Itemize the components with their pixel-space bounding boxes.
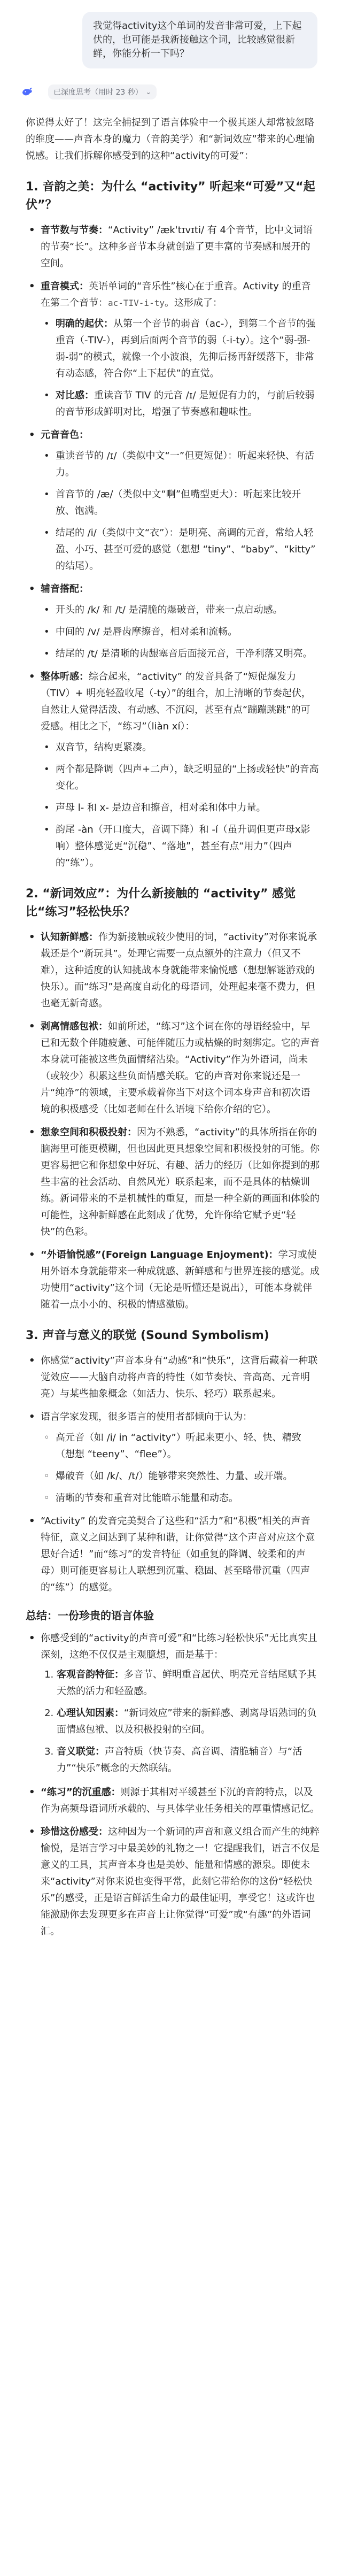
assistant-message bbox=[0, 99, 342, 1940]
user-message-bubble: 我觉得activity这个单词的发音非常可爱，上下起伏的，也可能是我新接触这个词，比较感觉很新鲜，你能分析一下吗？ bbox=[82, 12, 317, 68]
list-item bbox=[26, 1124, 320, 1240]
list-item bbox=[26, 581, 320, 662]
list-item bbox=[26, 1352, 320, 1402]
summary-point-text: “新词效应”带来的新鲜感、剥离母语熟词的负面情感包袱、以及积极投射的空间。 bbox=[57, 1708, 317, 1735]
summary-point-label: 客观音韵特征： bbox=[57, 1669, 124, 1680]
item-text: 作为新接触或较少使用的词，“activity”对你来说承载还是个“新玩具”。处理它需要一点点额外的注意力（但又不难），这种适度的认知挑战本身就能带来愉悦感（想想解谜游戏的快乐）。而“练习”是高度自动化的母语词，处理起来毫不费力，但也毫无新奇感。 bbox=[41, 932, 317, 1009]
sub-list-item bbox=[41, 799, 320, 816]
item-text-tail: 。这形成了： bbox=[164, 297, 222, 309]
sub-list-item bbox=[41, 821, 320, 871]
sub-list bbox=[41, 602, 320, 662]
list-item bbox=[26, 929, 320, 1012]
section-3-list bbox=[26, 1352, 320, 1596]
item-text: 英语单词的“音乐性”核心在于重音。Activity 的重音在第二个音节： bbox=[41, 281, 311, 309]
sub-list-item bbox=[41, 486, 320, 519]
user-message-row bbox=[0, 0, 342, 68]
sub-list-item: ◦ 清晰的节奏和重音对比能暗示能量和动态。 bbox=[41, 1490, 320, 1506]
summary-after-list bbox=[26, 1784, 320, 1940]
sub-list-item bbox=[41, 645, 320, 662]
sub-list-item bbox=[41, 387, 320, 420]
item-text: 因为不熟悉，“activity”的具体所指在你的脑海里可能更模糊，但也因此更具想象空间和积极投射的可能。你更容易把它和你想象中好玩、有趣、活力的经历（比如你提到的那些丰富的社会活动、自然风光）联系起来，而不是具体的枯燥训练。新词带来的不是机械性的重复，而是一种全新的画面和体验的可能性，这种新鲜感在此刻成了优势，允许你给它赋予更“轻快”的色彩。 bbox=[41, 1127, 320, 1237]
list-item-text: 语言学家发现，很多语言的使用者都倾向于认为： bbox=[41, 1411, 252, 1422]
list-item bbox=[26, 1824, 320, 1940]
section-1-heading: 1. 音韵之美：为什么 “activity” 听起来“可爱”又“起伏”？ bbox=[26, 180, 315, 212]
sub-item-text: 从第一个音节的弱音（ac-），到第二个音节的强重音（-TIV-），再到后面两个音节的弱（-i-ty）。这个“弱-强-弱-弱”的模式，就像一个小波浪，先抑后扬再舒缓落下，非常有动态感，符合你“上下起伏”的直觉。 bbox=[56, 318, 316, 379]
summary-point bbox=[57, 1666, 320, 1700]
summary-heading: 总结：一份珍贵的语言体验 bbox=[26, 1609, 154, 1622]
sub-list bbox=[41, 316, 320, 420]
sub-item-text: 结尾的 /t/ 是清晰的齿龈塞音后面接元音，干净利落又明亮。 bbox=[56, 648, 313, 659]
sub-list-item bbox=[41, 624, 320, 640]
list-item bbox=[26, 278, 320, 420]
sub-item-text: 双音节，结构更紧凑。 bbox=[56, 742, 152, 753]
item-text: 如前所述，“练习”这个词在你的母语经验中，早已和无数个伴随疲惫、可能伴随压力或枯燥的时刻绑定。它的声音本身就可能被这些负面情绪沾染。“Activity”作为外语词，尚未（或较少）积累这些负面情感关联。它的声音对你来说还是一片“纯净”的领域，主要承载着你当下对这个词本身声音和初次语境的积极感受（比如老师在什么语境下给你介绍的它）。 bbox=[41, 1021, 320, 1115]
sub-item-text: 开头的 /k/ 和 /t/ 是清脆的爆破音，带来一点启动感。 bbox=[56, 604, 283, 616]
assistant-whale-icon bbox=[21, 86, 33, 98]
list-item bbox=[26, 427, 320, 574]
sub-list-item bbox=[41, 602, 320, 618]
sub-item-text: 首音节的 /æ/（类似中文“啊”但嘴型更大）：听起来比较开放、饱满。 bbox=[56, 489, 301, 517]
item-text: “Activity” /ækˈtɪvɪti/ 有 4个音节，比中文词语的节奏“长”。这种多音节本身就创造了更丰富的节奏感和展开的空间。 bbox=[41, 225, 313, 269]
assistant-header bbox=[0, 68, 342, 99]
item-label: 元音音色： bbox=[41, 429, 89, 441]
sub-item-text: 重读音节 TIV 的元音 /ɪ/ 是短促有力的，与前后较弱的音节形成鲜明对比，增强了节奏感和趣味性。 bbox=[56, 390, 315, 418]
sub-item-label: 明确的起伏： bbox=[56, 318, 113, 329]
summary-point-label: 音义联觉： bbox=[57, 1746, 105, 1757]
thought-toggle-button[interactable] bbox=[48, 84, 157, 99]
item-label: 珍惜这份感受： bbox=[41, 1826, 108, 1837]
item-text: 综合起来，“activity” 的发音具备了“短促爆发力（TIV）+ 明亮轻盈收尾（-ty）”的组合，加上清晰的节奏起伏，自然让人觉得活泼、有动感、不沉闷，甚至有点“蹦蹦跳跳”的可爱感。相比之下，“练习”（liàn xí）： bbox=[41, 671, 311, 732]
item-label: 音节数与节奏： bbox=[41, 225, 108, 236]
summary-point bbox=[57, 1705, 320, 1738]
list-item bbox=[26, 1018, 320, 1118]
item-label: “练习”的沉重感： bbox=[41, 1787, 121, 1798]
list-item bbox=[26, 1409, 320, 1506]
item-label: 想象空间和积极投射： bbox=[41, 1127, 137, 1138]
sub-list-item bbox=[41, 761, 320, 794]
sub-list bbox=[41, 1429, 320, 1506]
item-label: 认知新鲜感： bbox=[41, 932, 98, 943]
sub-list bbox=[41, 739, 320, 871]
stress-pattern-code: ac-TIV-i-ty bbox=[108, 298, 165, 308]
item-label: 重音模式： bbox=[41, 281, 89, 292]
sub-item-text: 声母 l- 和 x- 是边音和擦音，相对柔和体中力量。 bbox=[56, 802, 266, 813]
list-item bbox=[26, 668, 320, 871]
sub-list-item bbox=[41, 316, 320, 382]
item-label: “外语愉悦感”(Foreign Language Enjoyment)： bbox=[41, 1249, 278, 1260]
sub-list-item: ◦ 高元音（如 /i/ in “activity”）听起来更小、轻、快、精致（想想 “teeny”、“flee”）。 bbox=[41, 1429, 320, 1463]
sub-list-item: ◦ 爆破音（如 /k/、/t/）能够带来突然性、力量、或开端。 bbox=[41, 1468, 320, 1485]
summary-point-text: 多音节、鲜明重音起伏、明亮元音结尾赋予其天然的活力和轻盈感。 bbox=[57, 1669, 316, 1697]
sub-item-text: 韵尾 -àn（开口度大，音调下降）和 -í（虽升调但更声母x影响）整体感觉更“沉稳”、“落地”，甚至有点“用力”（四声的“练”）。 bbox=[56, 824, 310, 868]
list-item bbox=[26, 1784, 320, 1817]
item-label: 整体听感： bbox=[41, 671, 89, 682]
list-item bbox=[26, 1247, 320, 1313]
section-2-list bbox=[26, 929, 320, 1313]
summary-point bbox=[57, 1743, 320, 1777]
section-3-outro: “Activity” 的发音完美契合了这些和“活力”和“积极”相关的声音特征，意义之间达到了某种和谐，让你觉得“这个声音对应这个意思好合适！”而“练习”的发音特征（如重复的降调、较柔和的声母）则可能更容易让人联想到沉重、稳固、甚至略带沉重（四声的“练”）的感觉。 bbox=[41, 1516, 315, 1593]
item-text: 则源于其相对平缓甚至下沉的音韵特点，以及作为高频母语词所承载的、与具体学业任务相关的厚重情感记忆。 bbox=[41, 1787, 320, 1814]
summary-list bbox=[26, 1630, 320, 1777]
summary-point-label: 心理认知因素： bbox=[57, 1708, 124, 1719]
list-item bbox=[26, 222, 320, 272]
sub-item-label: 对比感： bbox=[56, 390, 94, 401]
chevron-down-icon: ⌄ bbox=[145, 88, 151, 96]
sub-item-text: 重读音节的 /ɪ/（类似中文“一”但更短促）：听起来轻快、有活力。 bbox=[56, 450, 315, 478]
list-item bbox=[26, 1513, 320, 1596]
item-label: 辅音搭配： bbox=[41, 583, 89, 595]
sub-list-item bbox=[41, 448, 320, 481]
item-text: 这种因为一个新词的声音和意义组合而产生的纯粹愉悦，是语言学习中最美妙的礼物之一！它提醒我们，语言不仅是意义的工具，其声音本身也是美妙、能量和情感的源泉。即使未来“activity”对你来说也变得平常，此刻它带给你的这份“轻松快乐”的感受，正是语言鲜活生命力的最佳证明，享受它！这或许也能激励你去发现更多在声音上让你觉得“可爱”或“有趣”的外语词汇。 bbox=[41, 1826, 320, 1937]
sub-list bbox=[41, 448, 320, 574]
sub-list-item bbox=[41, 525, 320, 574]
item-text: 学习或使用外语本身就能带来一种成就感、新鲜感和与世界连接的感觉。成功使用“activity”这个词（无论是听懂还是说出），可能本身就伴随着一点小小的、积极的情感激励。 bbox=[41, 1249, 320, 1310]
section-1-list bbox=[26, 222, 320, 871]
intro-paragraph bbox=[26, 114, 320, 164]
summary-points bbox=[41, 1666, 320, 1777]
sub-item-text: 中间的 /v/ 是唇齿摩擦音，相对柔和流畅。 bbox=[56, 626, 238, 637]
summary-point-text: 声音特质（快节奏、高音调、清脆辅音）与“活力”“快乐”概念的天然联结。 bbox=[57, 1746, 302, 1774]
section-3-heading: 3. 声音与意义的联觉 (Sound Symbolism) bbox=[26, 1329, 269, 1342]
section-2-heading: 2. “新词效应”：为什么新接触的 “activity” 感觉比“练习”轻松快乐？ bbox=[26, 887, 296, 919]
thought-label: 已深度思考（用时 23 秒） bbox=[53, 88, 143, 97]
sub-list-item bbox=[41, 739, 320, 756]
intro-text: 你说得太好了！这完全捕捉到了语言体验中一个极其迷人却常被忽略的维度——声音本身的魔力（音韵美学）和“新词效应”带来的心理愉悦感。让我们拆解你感受到的这种“activity的可爱”： bbox=[26, 117, 315, 162]
sub-item-text: 结尾的 /i/（类似中文“衣”）：是明亮、高调的元音，常给人轻盈、小巧、甚至可爱的感觉（想想 “tiny”、“baby”、“kitty” 的结尾）。 bbox=[56, 527, 316, 572]
item-label: 剥离情感包袱： bbox=[41, 1021, 108, 1032]
section-3-intro: 你感觉“activity”声音本身有“动感”和“快乐”，这背后藏着一种联觉效应——大脑自动将声音的特性（如节奏快、音高高、元音明亮）与某些抽象概念（如活力、快乐、轻巧）联系起来。 bbox=[41, 1355, 318, 1400]
list-item bbox=[26, 1630, 320, 1777]
summary-intro: 你感受到的“activity的声音可爱”和“比练习轻松快乐”无比真实且深刻，这绝不仅仅是主观臆想，而是基于： bbox=[41, 1633, 317, 1660]
sub-item-text: 两个都是降调（四声+二声），缺乏明显的“上扬或轻快”的音高变化。 bbox=[56, 764, 319, 791]
